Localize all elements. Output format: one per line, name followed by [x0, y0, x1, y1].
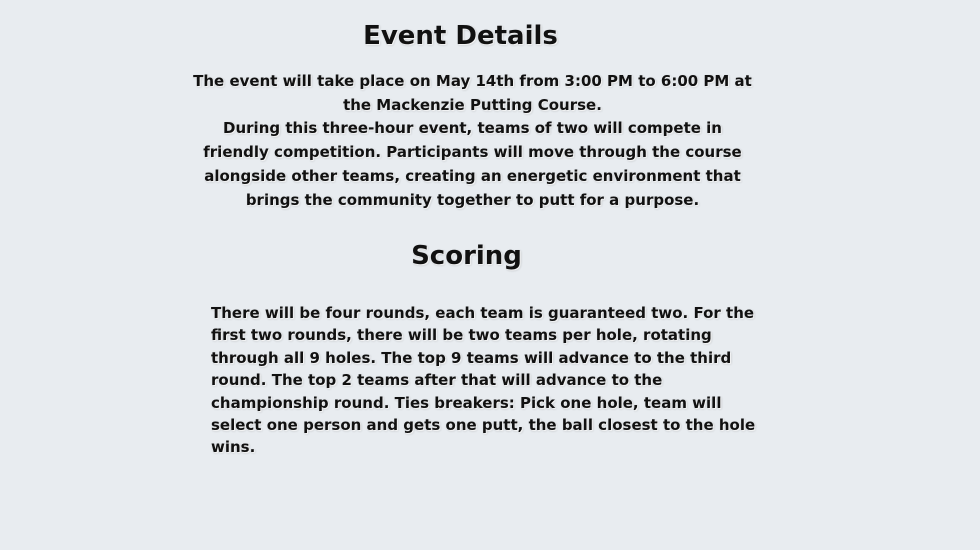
- event-details-paragraph-2: During this three-hour event, teams of two will compete in friendly competition. Participants will move through the course alongside other teams, creating an energetic environment that brings the community together to putt for a purpose.: [203, 119, 742, 209]
- event-details-body: [180, 70, 765, 212]
- scoring-body-wrap: [211, 302, 771, 459]
- event-details-paragraph-1: The event will take place on May 14th from 3:00 PM to 6:00 PM at the Mackenzie Putting Course.: [193, 72, 752, 114]
- event-details-section: [180, 20, 765, 212]
- scoring-heading: Scoring: [411, 241, 522, 271]
- scoring-section: [180, 240, 765, 272]
- scoring-paragraph: There will be four rounds, each team is guaranteed two. For the first two rounds, there will be two teams per hole, rotating through all 9 holes. The top 9 teams will advance to the third round. The top 2 teams after that will advance to the championship round. Ties breakers: Pick one hole, team will select one person and gets one putt, the ball closest to the hole wins.: [211, 304, 756, 457]
- event-details-heading: Event Details: [363, 21, 558, 51]
